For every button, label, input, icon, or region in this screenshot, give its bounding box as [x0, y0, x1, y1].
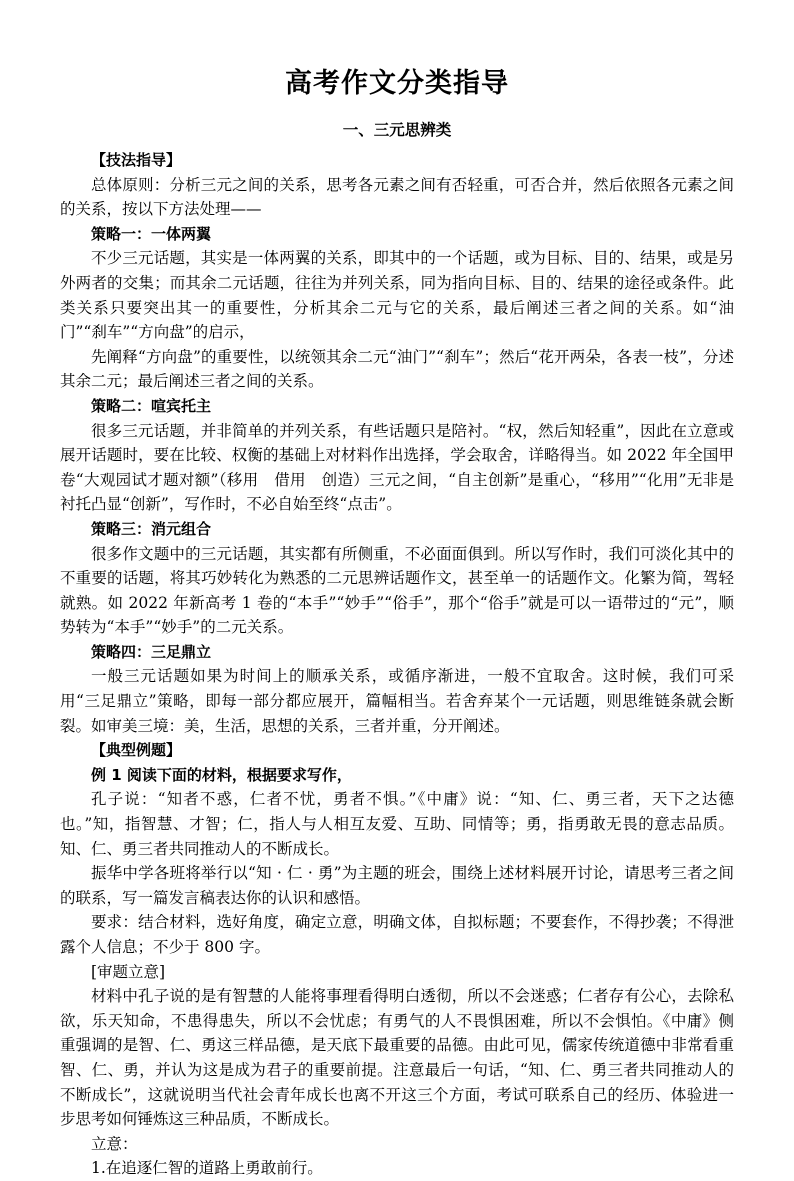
example1-quote-paragraph: 孔子说：“知者不惑，仁者不忧，勇者不惧。”《中庸》说：“知、仁、勇三者，天下之达德也。”知，指智慧、才智；仁，指人与人相互友爱、互助、同情等；勇，指勇敢无畏的意志品质。知、仁、勇三者共同推动人的不断成长。	[60, 790, 734, 858]
strategy2-title: 策略二：喧宾托主	[91, 396, 212, 415]
strategy4-paragraph: 一般三元话题如果为时间上的顺承关系，或循序渐进，一般不宜取舍。这时候，我们可采用“三足鼎立”策略，即每一部分都应展开，篇幅相当。若舍弃某个一元话题，则思维链条就会断裂。如审美三境：美，生活，思想的关系，三者并重，分开阐述。	[60, 667, 734, 735]
strategy1-title: 策略一：一体两翼	[91, 224, 212, 243]
idea-label: 立意：	[91, 1134, 138, 1153]
idea-item-1: 1.在追逐仁智的道路上勇敢前行。	[91, 1159, 323, 1178]
analysis-heading: [审题立意]	[91, 962, 166, 981]
analysis-paragraph: 材料中孔子说的是有智慧的人能将事理看得明白透彻，所以不会迷惑；仁者存有公心，去除私欲，乐天知命，不患得患失，所以不会忧虑；有勇气的人不畏惧困难，所以不会惧怕。《中庸》侧重强调的是智、仁、勇这三样品德，是天底下最重要的品德。由此可见，儒家传统道德中非常看重智、仁、勇，并认为这是成为君子的重要前提。注意最后一句话，“知、仁、勇三者共同推动人的不断成长”，这就说明当代社会青年成长也离不开这三个方面，考试可联系自己的经历、体验进一步思考如何锤炼这三种品质，不断成长。	[60, 987, 734, 1129]
document-title: 高考作文分类指导	[285, 68, 509, 99]
strategy3-paragraph: 很多作文题中的三元话题，其实都有所侧重，不必面面俱到。所以写作时，我们可淡化其中的不重要的话题，将其巧妙转化为熟悉的二元思辨话题作文，甚至单一的话题作文。化繁为简，驾轻就熟。如 2022 年新高考 1 卷的“本手”“妙手”“俗手”，那个“俗手”就是可以一语带过的“元”，顺势转为“本手”“妙手”的二元关系。	[60, 544, 734, 637]
example-heading: 【典型例题】	[91, 741, 182, 760]
strategy1-paragraph: 不少三元话题，其实是一体两翼的关系，即其中的一个话题，或为目标、目的、结果，或是另外两者的交集；而其余二元话题，往往为并列关系，同为指向目标、目的、结果的途径或条件。此类关系只要突出其一的重要性，分析其余二元与它的关系，最后阐述三者之间的关系。如“油门”“刹车”“方向盘”的启示，	[60, 249, 734, 342]
principle-paragraph: 总体原则：分析三元之间的关系，思考各元素之间有否轻重，可否合并，然后依照各元素之间的关系，按以下方法处理——	[60, 175, 734, 219]
strategy4-title: 策略四：三足鼎立	[91, 642, 212, 661]
strategy1-paragraph-2: 先阐释“方向盘”的重要性，以统领其余二元“油门”“刹车”；然后“花开两朵，各表一枝”，分述其余二元；最后阐述三者之间的关系。	[60, 347, 734, 391]
strategy2-paragraph: 很多三元话题，并非简单的并列关系，有些话题只是陪衬。“权，然后知轻重”，因此在立意或展开话题时，要在比较、权衡的基础上对材料作出选择，学会取舍，详略得当。如 2022 年全国甲卷“大观园试才题对额”（移用 借用 创造）三元之间，“自主创新”是重心，“移用”“化用”无非是衬托凸显“创新”，写作时，不必自始至终“点击”。	[60, 421, 734, 514]
example1-title: 例 1 阅读下面的材料，根据要求写作，	[91, 765, 352, 784]
strategy3-title: 策略三：消元组合	[91, 519, 212, 538]
example1-task-paragraph: 振华中学各班将举行以“知 · 仁 · 勇”为主题的班会，围绕上述材料展开讨论，请思考三者之间的联系，写一篇发言稿表达你的认识和感悟。	[60, 864, 734, 907]
method-heading: 【技法指导】	[91, 151, 182, 169]
example1-requirements: 要求：结合材料，选好角度，确定立意，明确文体，自拟标题；不要套作，不得抄袭；不得泄露个人信息；不少于 800 字。	[60, 913, 734, 956]
section-title: 一、三元思辨类	[342, 121, 452, 139]
